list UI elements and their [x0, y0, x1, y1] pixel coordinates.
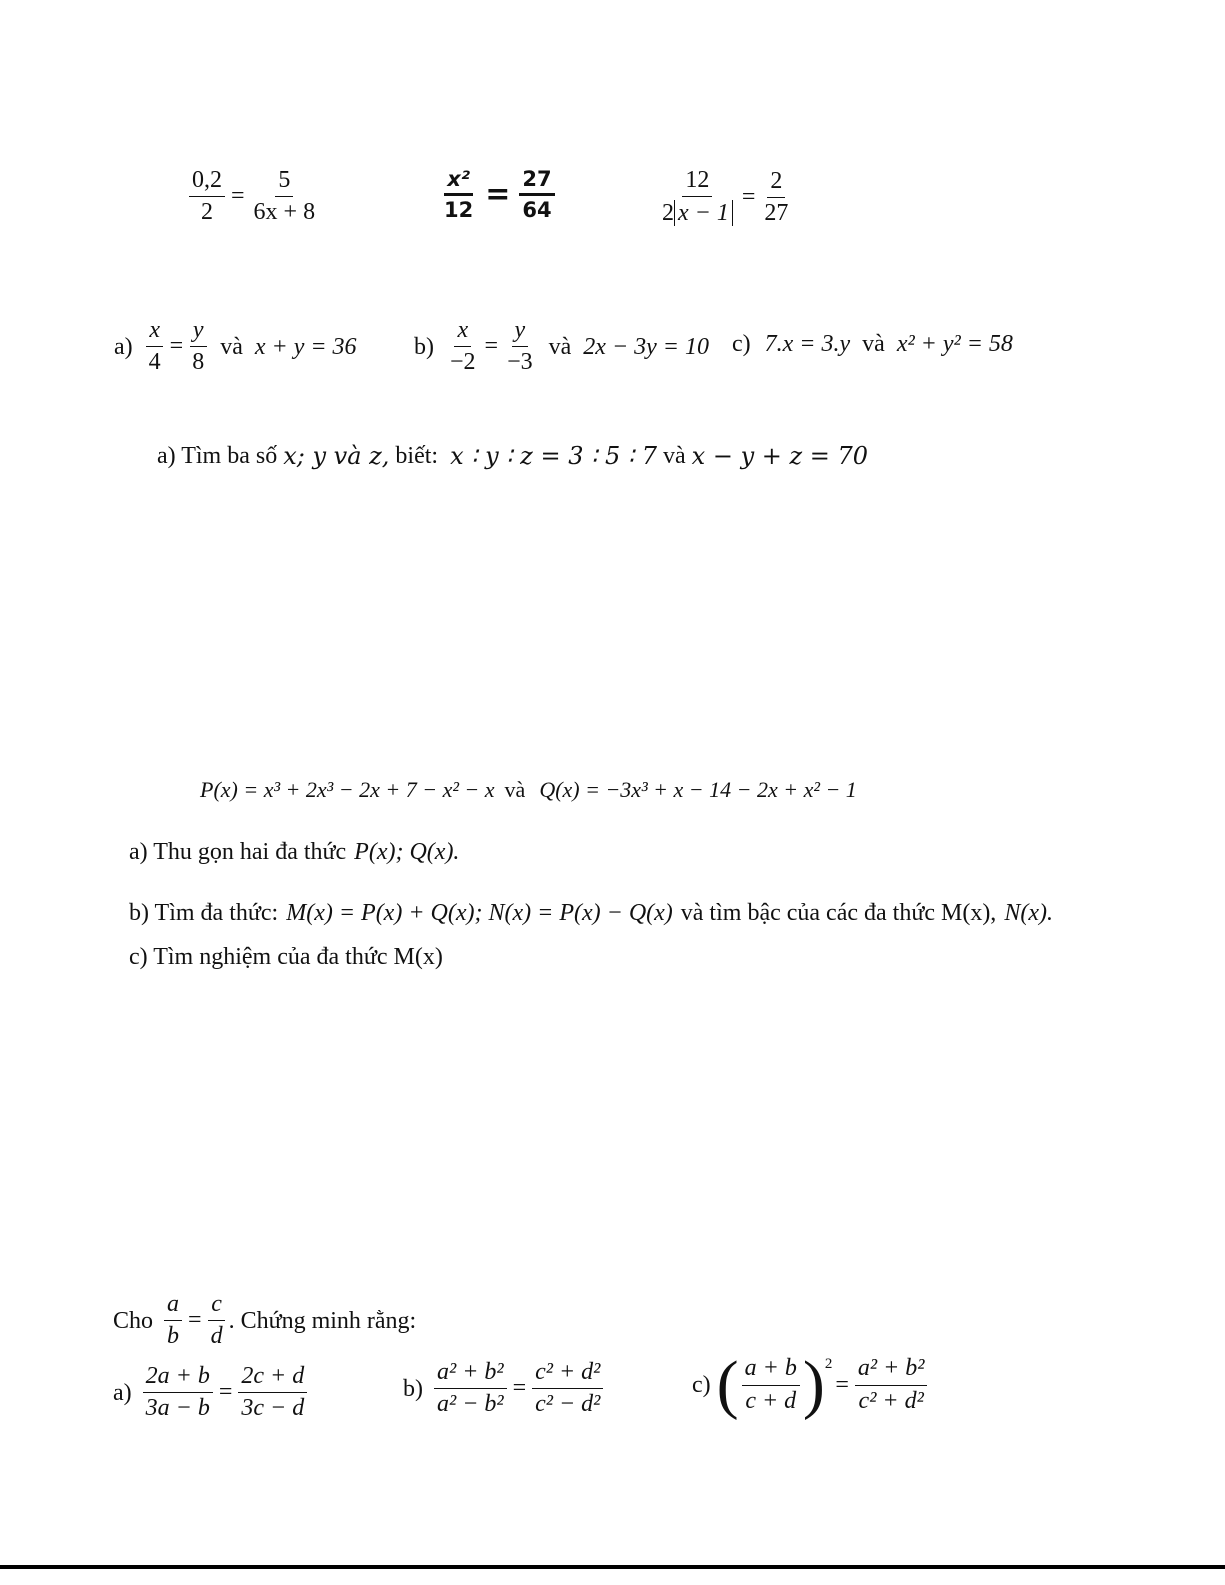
problem-4c: c) Tìm nghiệm của đa thức M(x)	[129, 944, 443, 970]
fraction: $\frac{27}{64}$	[519, 168, 554, 221]
problem-2c: c) 7.x = 3.y và x² + y² = 58	[732, 331, 1013, 357]
problem-5c: c) ( $\frac{a + b}{c + d}$ ) 2 = $\frac{\text{a² + b²}}{\text{c² + d²}}$	[692, 1352, 930, 1418]
polynomials: P(x) = x³ + 2x³ − 2x + 7 − x² − x và Q(x) = −3x³ + x − 14 − 2x + x² − 1	[200, 777, 857, 802]
fraction: $\frac{2}{27}$	[764, 167, 789, 226]
problem-4a: a) Thu gọn hai đa thức P(x); Q(x).	[129, 839, 460, 865]
equation-3: $\frac{12}{2 x - 1}$ = $\frac{2}{27}$	[656, 168, 794, 226]
fraction: $\frac{0,2}{2}$	[189, 168, 225, 225]
right-paren: )	[802, 1348, 825, 1421]
equation-1: $\frac{0,2}{2}$ = $\frac{5}{6x + 8}$	[186, 168, 321, 225]
fraction: $\frac{\text{x²}}{12}$	[444, 167, 474, 223]
fraction: $\frac{12}{2 x - 1}$	[659, 168, 736, 226]
problem-2a: a) $\frac{x}{4}$ = $\frac{y}{8}$ và x + y = 36	[114, 317, 357, 376]
equation-2: $\frac{\text{x²}}{12}$ = $\frac{27}{64}$	[438, 168, 558, 221]
problem-2b: b) $\frac{x}{-2}$ = $\frac{y}{-3}$ và 2x − 3y = 10	[414, 317, 709, 376]
problem-5b: b) $\frac{\text{a² + b²}}{\text{a² − b²}}$ = $\frac{\text{c² + d²}}{\text{c² − d²}}$	[403, 1360, 606, 1417]
fraction: $\frac{5}{6x + 8}$	[253, 167, 316, 226]
problem-4b: b) Tìm đa thức: M(x) = P(x) + Q(x); N(x) = P(x) − Q(x) và tìm bậc của các đa thức M(x), N(x).	[129, 900, 1053, 926]
problem-3a: a) Tìm ba số x; y và z, biết: x ∶ y ∶ z = 3 ∶ 5 ∶ 7 và x − y + z = 70	[157, 442, 869, 470]
absolute-value: x − 1	[674, 200, 733, 226]
problem-5a: a) $\frac{2a + b}{3a - b}$ = $\frac{2c + d}{3c - d}$	[113, 1364, 310, 1421]
left-paren: (	[716, 1348, 739, 1421]
problem-5-premise: Cho $\frac{a}{b}$ = $\frac{c}{d}$ . Chứng minh rằng:	[113, 1291, 417, 1350]
bottom-border	[0, 1565, 1225, 1569]
